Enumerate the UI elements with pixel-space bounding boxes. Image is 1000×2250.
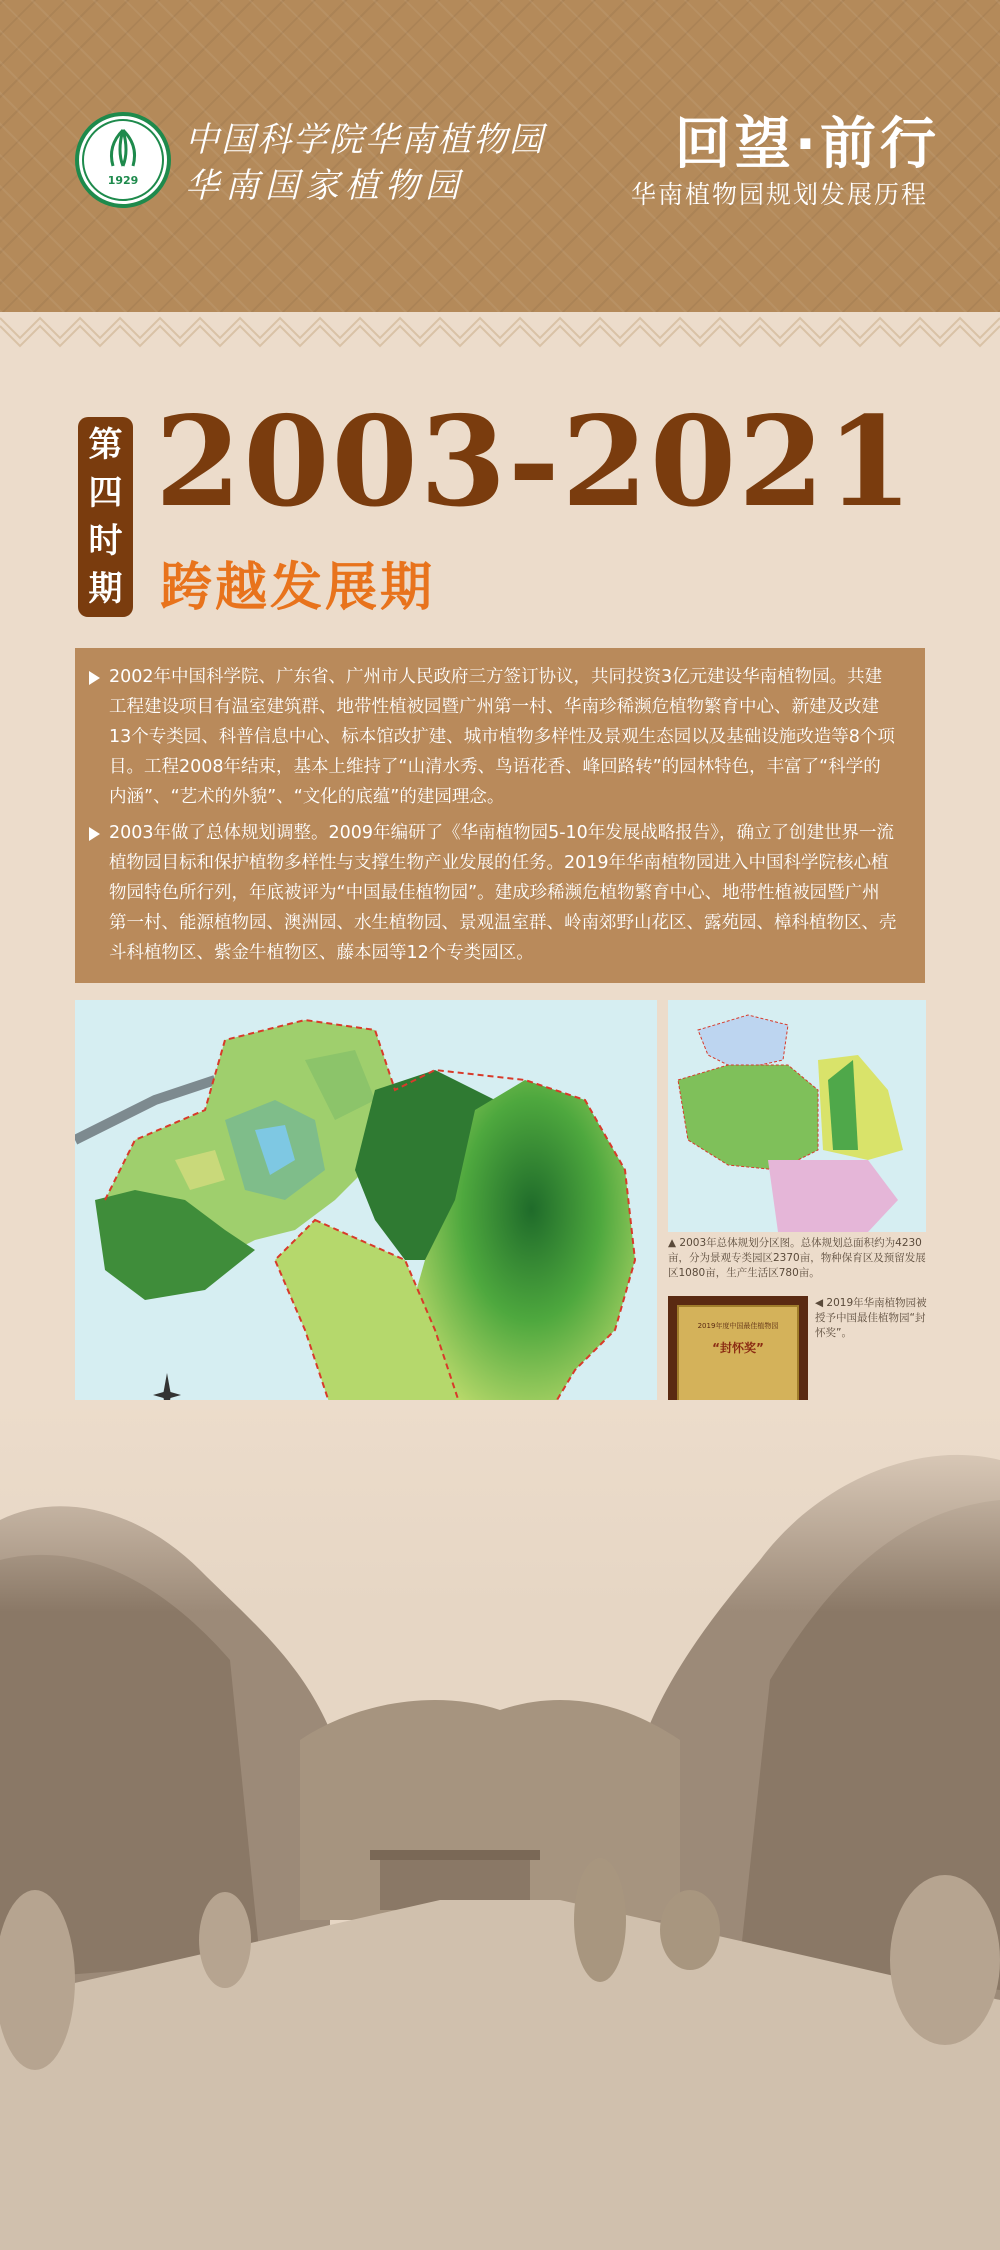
org-name-line2: 华南国家植物园	[185, 166, 465, 206]
triangle-bullet-icon	[89, 671, 100, 685]
org-name-line1: 中国科学院华南植物园	[185, 120, 545, 160]
period-tag	[78, 417, 133, 617]
series-subtitle: 华南植物园规划发展历程	[630, 180, 928, 209]
certificate-heading: 2019年度中国最佳植物园	[697, 1322, 779, 1330]
paragraph-text: 2002年中国科学院、广东省、广州市人民政府三方签订协议，共同投资3亿元建设华南植物园。共建工程建设项目有温室建筑群、地带性植被园暨广州第一村、华南珍稀濒危植物繁育中心、新建及改建13个专类园、科普信息中心、标本馆改扩建、城市植物多样性及景观生态园以及基础设施改造等8个项目。工程2008年结束，基本上维持了“山清水秀、鸟语花香、峰回路转”的园林特色，丰富了“科学的内涵”、“艺术的外貌”、“文化的底蕴”的建园理念。	[109, 667, 895, 807]
zoning-map-caption: ▲ 2003年总体规划分区图。总体规划总面积约为4230亩，分为景观专类园区2370亩，物种保育区及预留发展区1080亩，生产生活区780亩。	[668, 1237, 926, 1279]
paragraph	[109, 818, 897, 968]
garden-logo	[75, 112, 171, 208]
triangle-bullet-icon	[89, 827, 100, 841]
period-tag-char: 第	[88, 425, 123, 465]
series-title: 回望·前行	[674, 112, 940, 177]
zoning-map	[668, 1000, 926, 1232]
period-tag-char: 四	[88, 473, 123, 513]
period-name: 跨越发展期	[160, 558, 436, 618]
period-tag-char: 期	[88, 569, 123, 609]
header-banner	[0, 0, 1000, 312]
certificate-award-name: “封怀奖”	[712, 1341, 764, 1355]
period-tag-char: 时	[88, 521, 123, 561]
certificate-caption: ◀ 2019年华南植物园被授予中国最佳植物园“封怀奖”。	[815, 1297, 927, 1339]
period-years: 2003-2021	[155, 390, 915, 535]
header-zigzag-border	[0, 312, 1000, 350]
paragraph-text: 2003年做了总体规划调整。2009年编研了《华南植物园5-10年发展战略报告》，确立了创建世界一流植物园目标和保护植物多样性与支撑生物产业发展的任务。2019年华南植物园进入中国科学院核心植物园特色所行列，年底被评为“中国最佳植物园”。建成珍稀濒危植物繁育中心、地带性植被园暨广州第一村、能源植物园、澳洲园、水生植物园、景观温室群、岭南郊野山花区、露苑园、樟科植物区、壳斗科植物区、紫金牛植物区、藤本园等12个专类园区。	[109, 823, 897, 963]
description-box	[75, 648, 925, 983]
garden-avenue-photo	[0, 1400, 1000, 2250]
logo-year: 1929	[107, 174, 139, 187]
paragraph	[109, 662, 897, 812]
